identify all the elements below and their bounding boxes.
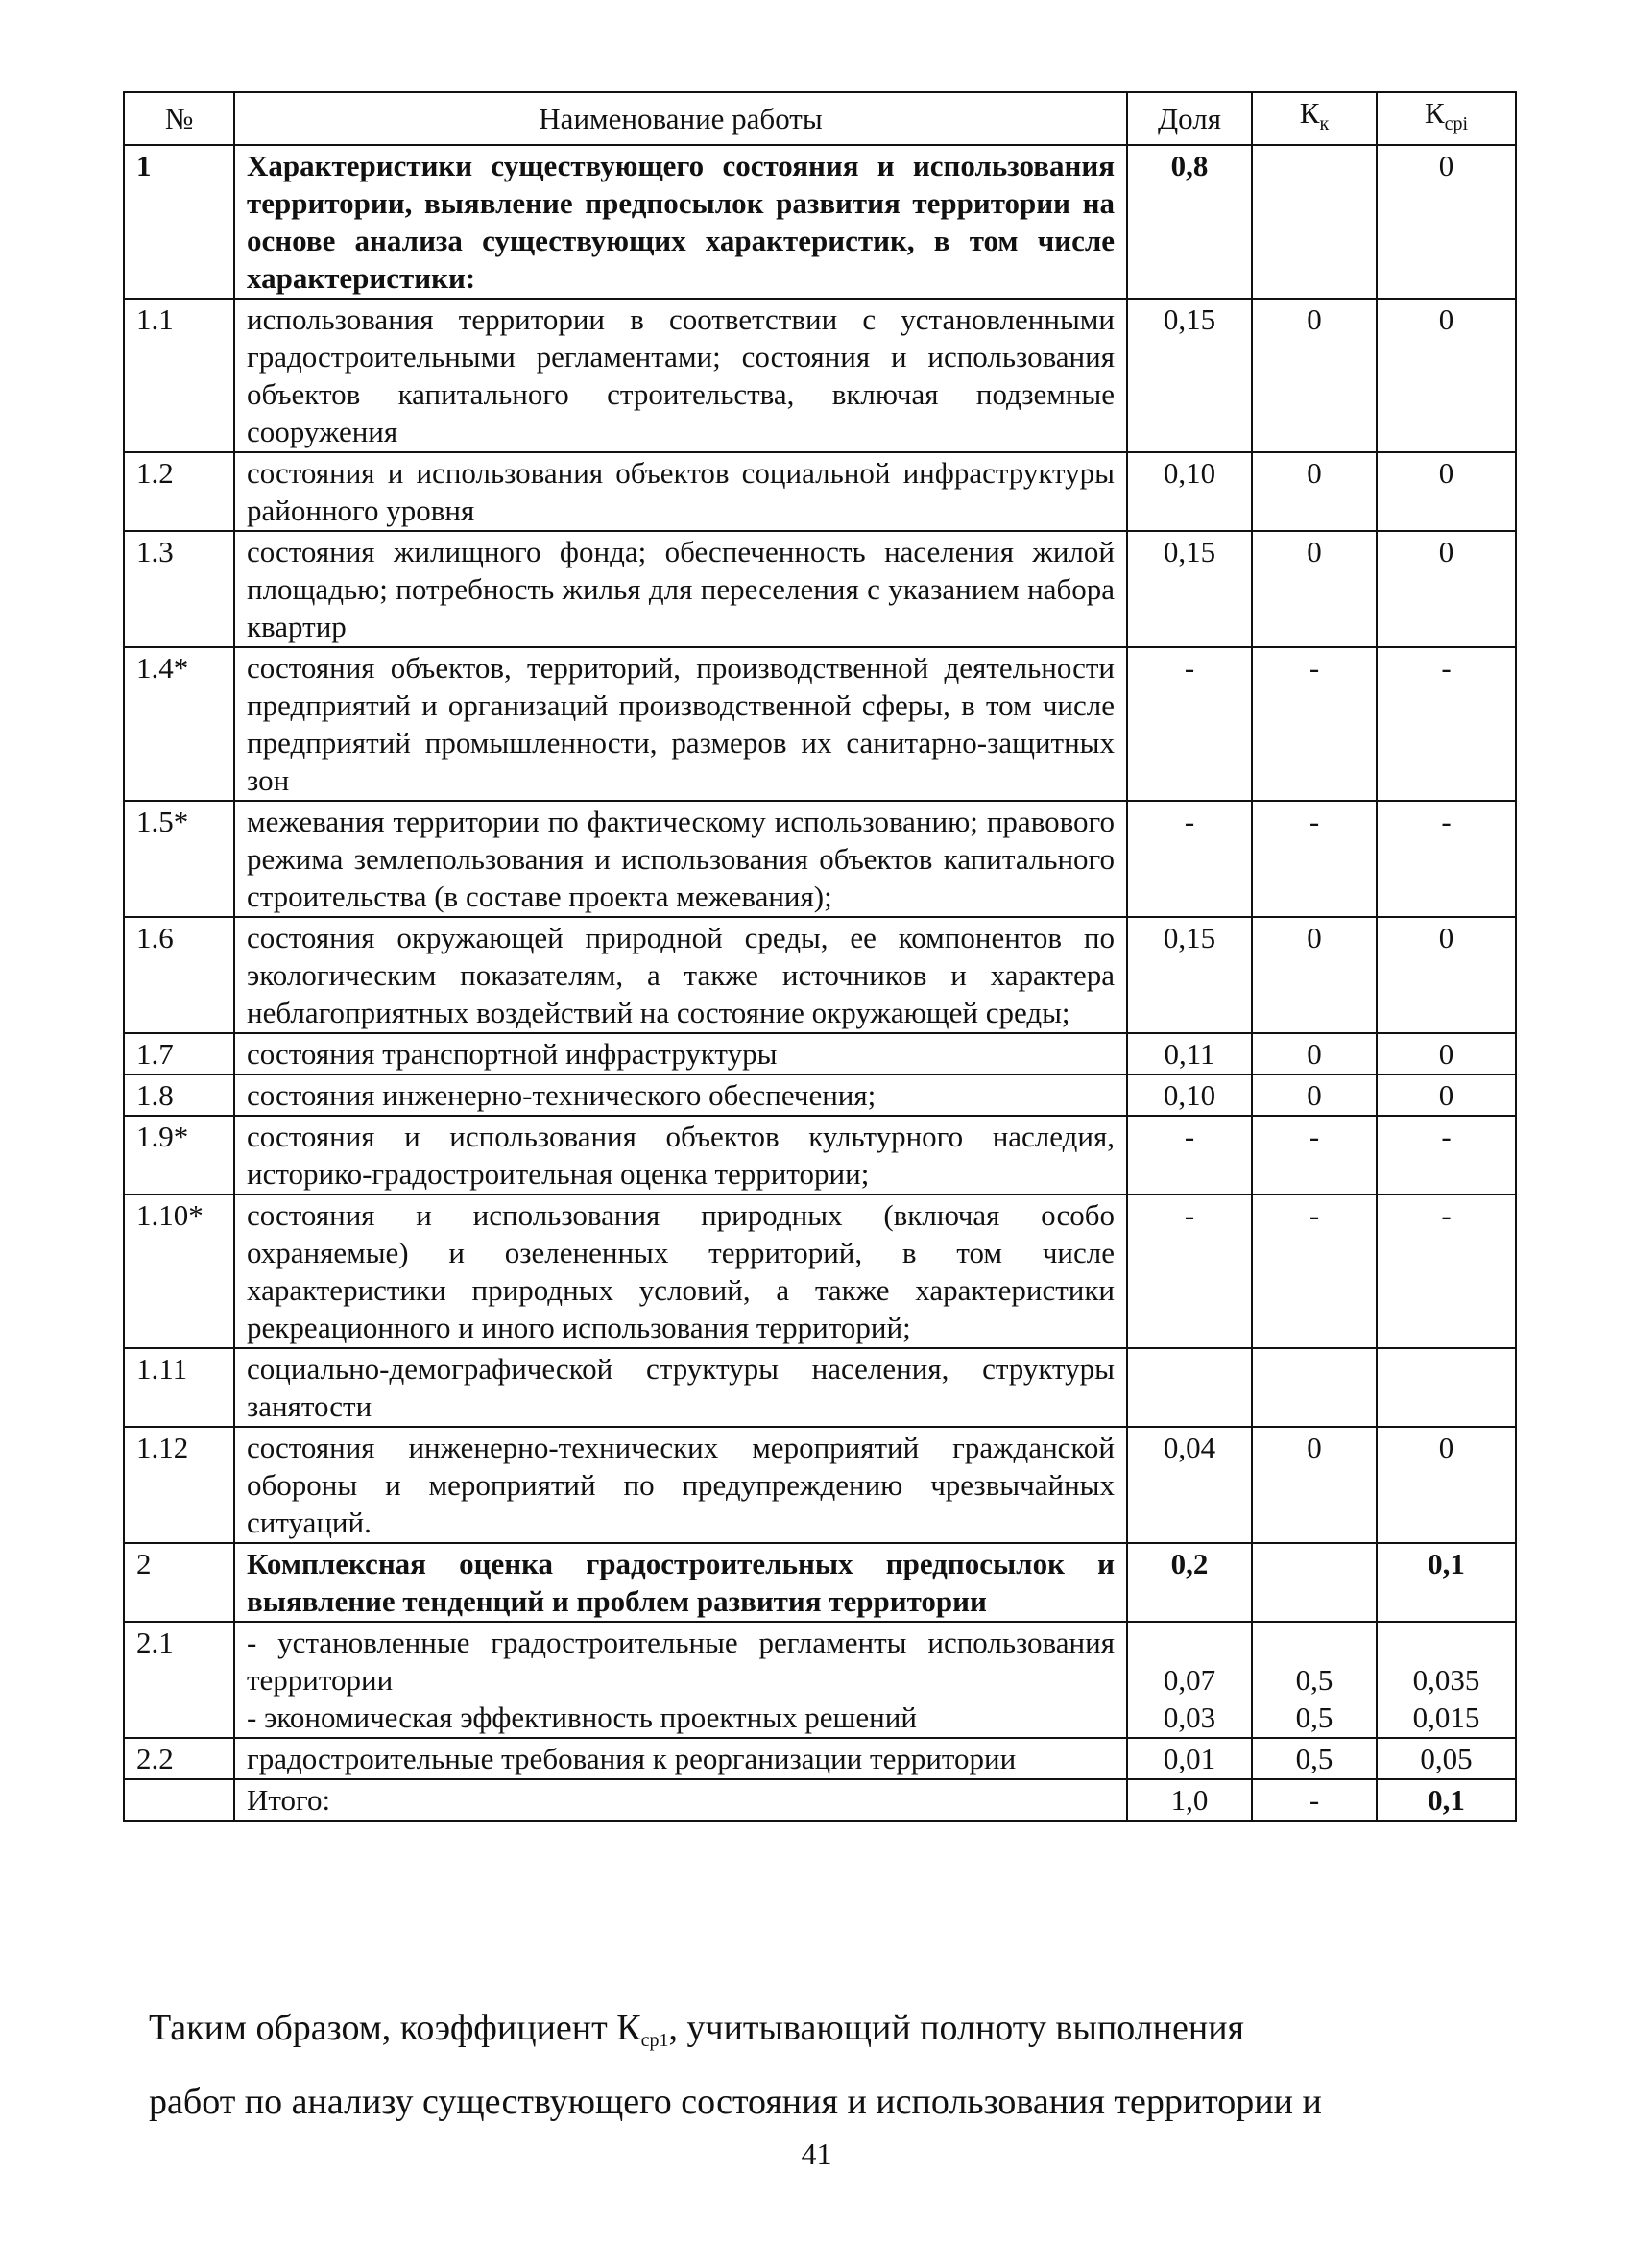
row-name: состояния окружающей природной среды, ее компонентов по экологическим показателям, а также источников и характера неблагоприятных воздействий на состояние окружающей среды; bbox=[234, 917, 1127, 1033]
row-name: использования территории в соответствии с установленными градостроительными регламентами; состояния и использования объектов капитального строительства, включая подземные сооружения bbox=[234, 299, 1127, 452]
table-row bbox=[124, 531, 1516, 647]
row-share bbox=[1127, 1348, 1252, 1427]
row-name-part-a: - установленные градостроительные регламенты использования территории bbox=[247, 1626, 1115, 1697]
row-share bbox=[1127, 1622, 1252, 1738]
row-kcp: 0,1 bbox=[1377, 1543, 1516, 1622]
header-num: № bbox=[124, 92, 234, 145]
body-paragraph bbox=[149, 1997, 1493, 2133]
row-name: межевания территории по фактическому использованию; правового режима землепользования и использования объектов капитального строительства (в составе проекта межевания); bbox=[234, 801, 1127, 917]
row-k: - bbox=[1252, 801, 1377, 917]
row-num: 1.8 bbox=[124, 1074, 234, 1116]
table-row bbox=[124, 1622, 1516, 1738]
row-kcp: - bbox=[1377, 1116, 1516, 1194]
row-num: 1.4* bbox=[124, 647, 234, 801]
row-share: - bbox=[1127, 1194, 1252, 1348]
table-row bbox=[124, 145, 1516, 299]
row-k: 0 bbox=[1252, 1427, 1377, 1543]
row-kcp: 0 bbox=[1377, 531, 1516, 647]
header-name: Наименование работы bbox=[234, 92, 1127, 145]
row-share: 0,11 bbox=[1127, 1033, 1252, 1074]
row-num: 2 bbox=[124, 1543, 234, 1622]
table-row bbox=[124, 299, 1516, 452]
row-k: - bbox=[1252, 1194, 1377, 1348]
header-kcp-sub: срi bbox=[1444, 113, 1469, 134]
table-row bbox=[124, 1194, 1516, 1348]
total-share: 1,0 bbox=[1127, 1779, 1252, 1821]
row-kcp: 0 bbox=[1377, 1074, 1516, 1116]
table-row bbox=[124, 1738, 1516, 1779]
row-name: состояния жилищного фонда; обеспеченность населения жилой площадью; потребность жилья для переселения с указанием набора квартир bbox=[234, 531, 1127, 647]
row-name: состояния транспортной инфраструктуры bbox=[234, 1033, 1127, 1074]
row-share: 0,10 bbox=[1127, 452, 1252, 531]
row-kcp: 0 bbox=[1377, 452, 1516, 531]
row-name: состояния и использования объектов культурного наследия, историко-градостроительная оценка территории; bbox=[234, 1116, 1127, 1194]
row-k bbox=[1252, 1348, 1377, 1427]
header-k-main: К bbox=[1299, 96, 1320, 130]
row-num: 1.9* bbox=[124, 1116, 234, 1194]
table-row bbox=[124, 917, 1516, 1033]
row-share: 0,8 bbox=[1127, 145, 1252, 299]
row-name: градостроительные требования к реорганизации территории bbox=[234, 1738, 1127, 1779]
row-kcp: 0 bbox=[1377, 145, 1516, 299]
table-row bbox=[124, 1427, 1516, 1543]
row-kcp: 0 bbox=[1377, 299, 1516, 452]
total-label: Итого: bbox=[234, 1779, 1127, 1821]
row-num: 1.7 bbox=[124, 1033, 234, 1074]
row-k bbox=[1252, 1543, 1377, 1622]
row-k-a: 0,5 bbox=[1295, 1663, 1333, 1697]
row-name: состояния и использования природных (включая особо охраняемые) и озелененных территорий, в том числе характеристики природных условий, а также характеристики рекреационного и иного использования территорий; bbox=[234, 1194, 1127, 1348]
row-share: 0,01 bbox=[1127, 1738, 1252, 1779]
table-total-row bbox=[124, 1779, 1516, 1821]
row-share: - bbox=[1127, 647, 1252, 801]
row-share-a: 0,07 bbox=[1163, 1663, 1216, 1697]
row-kcp bbox=[1377, 1348, 1516, 1427]
row-num: 1.1 bbox=[124, 299, 234, 452]
row-kcp: 0 bbox=[1377, 917, 1516, 1033]
row-k: 0 bbox=[1252, 531, 1377, 647]
row-share: 0,15 bbox=[1127, 531, 1252, 647]
total-num bbox=[124, 1779, 234, 1821]
row-num: 1.2 bbox=[124, 452, 234, 531]
row-name: состояния инженерно-технических мероприятий гражданской обороны и мероприятий по предупреждению чрезвычайных ситуаций. bbox=[234, 1427, 1127, 1543]
row-kcp-b: 0,015 bbox=[1412, 1701, 1480, 1734]
table-row bbox=[124, 1543, 1516, 1622]
row-k: - bbox=[1252, 1116, 1377, 1194]
row-k bbox=[1252, 1622, 1377, 1738]
row-share: 0,2 bbox=[1127, 1543, 1252, 1622]
paragraph-line-2: работ по анализу существующего состояния и использования территории и bbox=[149, 2082, 1322, 2122]
row-kcp: 0 bbox=[1377, 1033, 1516, 1074]
row-k-b: 0,5 bbox=[1295, 1701, 1333, 1734]
header-kcp-main: К bbox=[1424, 96, 1445, 130]
page-number: 41 bbox=[801, 2136, 832, 2171]
row-name-part-b: - экономическая эффективность проектных решений bbox=[247, 1701, 917, 1734]
table-row bbox=[124, 1116, 1516, 1194]
row-k: 0 bbox=[1252, 917, 1377, 1033]
row-k: 0 bbox=[1252, 299, 1377, 452]
row-share: 0,15 bbox=[1127, 917, 1252, 1033]
header-k-sub: к bbox=[1319, 113, 1330, 134]
work-share-table bbox=[123, 91, 1517, 1822]
total-k: - bbox=[1252, 1779, 1377, 1821]
row-name: состояния инженерно-технического обеспечения; bbox=[234, 1074, 1127, 1116]
row-kcp: - bbox=[1377, 1194, 1516, 1348]
row-kcp bbox=[1377, 1622, 1516, 1738]
row-share: - bbox=[1127, 801, 1252, 917]
row-share: 0,10 bbox=[1127, 1074, 1252, 1116]
row-num: 1.12 bbox=[124, 1427, 234, 1543]
header-kcp bbox=[1377, 92, 1516, 145]
row-kcp: - bbox=[1377, 801, 1516, 917]
row-num: 1.11 bbox=[124, 1348, 234, 1427]
row-kcp-a: 0,035 bbox=[1412, 1663, 1480, 1697]
row-share: - bbox=[1127, 1116, 1252, 1194]
row-share: 0,04 bbox=[1127, 1427, 1252, 1543]
row-name: состояния объектов, территорий, производственной деятельности предприятий и организаций производственной сферы, в том числе предприятий промышленности, размеров их санитарно-защитных зон bbox=[234, 647, 1127, 801]
row-k: 0,5 bbox=[1252, 1738, 1377, 1779]
row-name: Комплексная оценка градостроительных предпосылок и выявление тенденций и проблем развития территории bbox=[234, 1543, 1127, 1622]
table-header-row bbox=[124, 92, 1516, 145]
row-k bbox=[1252, 145, 1377, 299]
row-name: состояния и использования объектов социальной инфраструктуры районного уровня bbox=[234, 452, 1127, 531]
row-name bbox=[234, 1622, 1127, 1738]
row-k: 0 bbox=[1252, 452, 1377, 531]
row-kcp: - bbox=[1377, 647, 1516, 801]
table-row bbox=[124, 452, 1516, 531]
paragraph-subscript: ср1 bbox=[640, 2030, 669, 2051]
row-num: 1.5* bbox=[124, 801, 234, 917]
row-num: 1.10* bbox=[124, 1194, 234, 1348]
row-num: 1 bbox=[124, 145, 234, 299]
row-share: 0,15 bbox=[1127, 299, 1252, 452]
row-num: 1.3 bbox=[124, 531, 234, 647]
row-kcp: 0 bbox=[1377, 1427, 1516, 1543]
table-row bbox=[124, 647, 1516, 801]
row-num: 1.6 bbox=[124, 917, 234, 1033]
row-num: 2.1 bbox=[124, 1622, 234, 1738]
table-row bbox=[124, 1074, 1516, 1116]
row-k: 0 bbox=[1252, 1033, 1377, 1074]
total-kcp: 0,1 bbox=[1377, 1779, 1516, 1821]
row-share-b: 0,03 bbox=[1163, 1701, 1216, 1734]
row-name: социально-демографической структуры населения, структуры занятости bbox=[234, 1348, 1127, 1427]
row-num: 2.2 bbox=[124, 1738, 234, 1779]
paragraph-text-1a: Таким образом, коэффициент К bbox=[149, 2008, 641, 2048]
header-share: Доля bbox=[1127, 92, 1252, 145]
table-row bbox=[124, 1033, 1516, 1074]
row-k: 0 bbox=[1252, 1074, 1377, 1116]
table-row bbox=[124, 801, 1516, 917]
paragraph-text-1b: , учитывающий полноту выполнения bbox=[668, 2008, 1245, 2048]
table-row bbox=[124, 1348, 1516, 1427]
row-kcp: 0,05 bbox=[1377, 1738, 1516, 1779]
header-k bbox=[1252, 92, 1377, 145]
row-k: - bbox=[1252, 647, 1377, 801]
paragraph-line-1 bbox=[149, 1997, 1493, 2071]
row-name: Характеристики существующего состояния и использования территории, выявление предпосылок развития территории на основе анализа существующих характеристик, в том числе характеристики: bbox=[234, 145, 1127, 299]
